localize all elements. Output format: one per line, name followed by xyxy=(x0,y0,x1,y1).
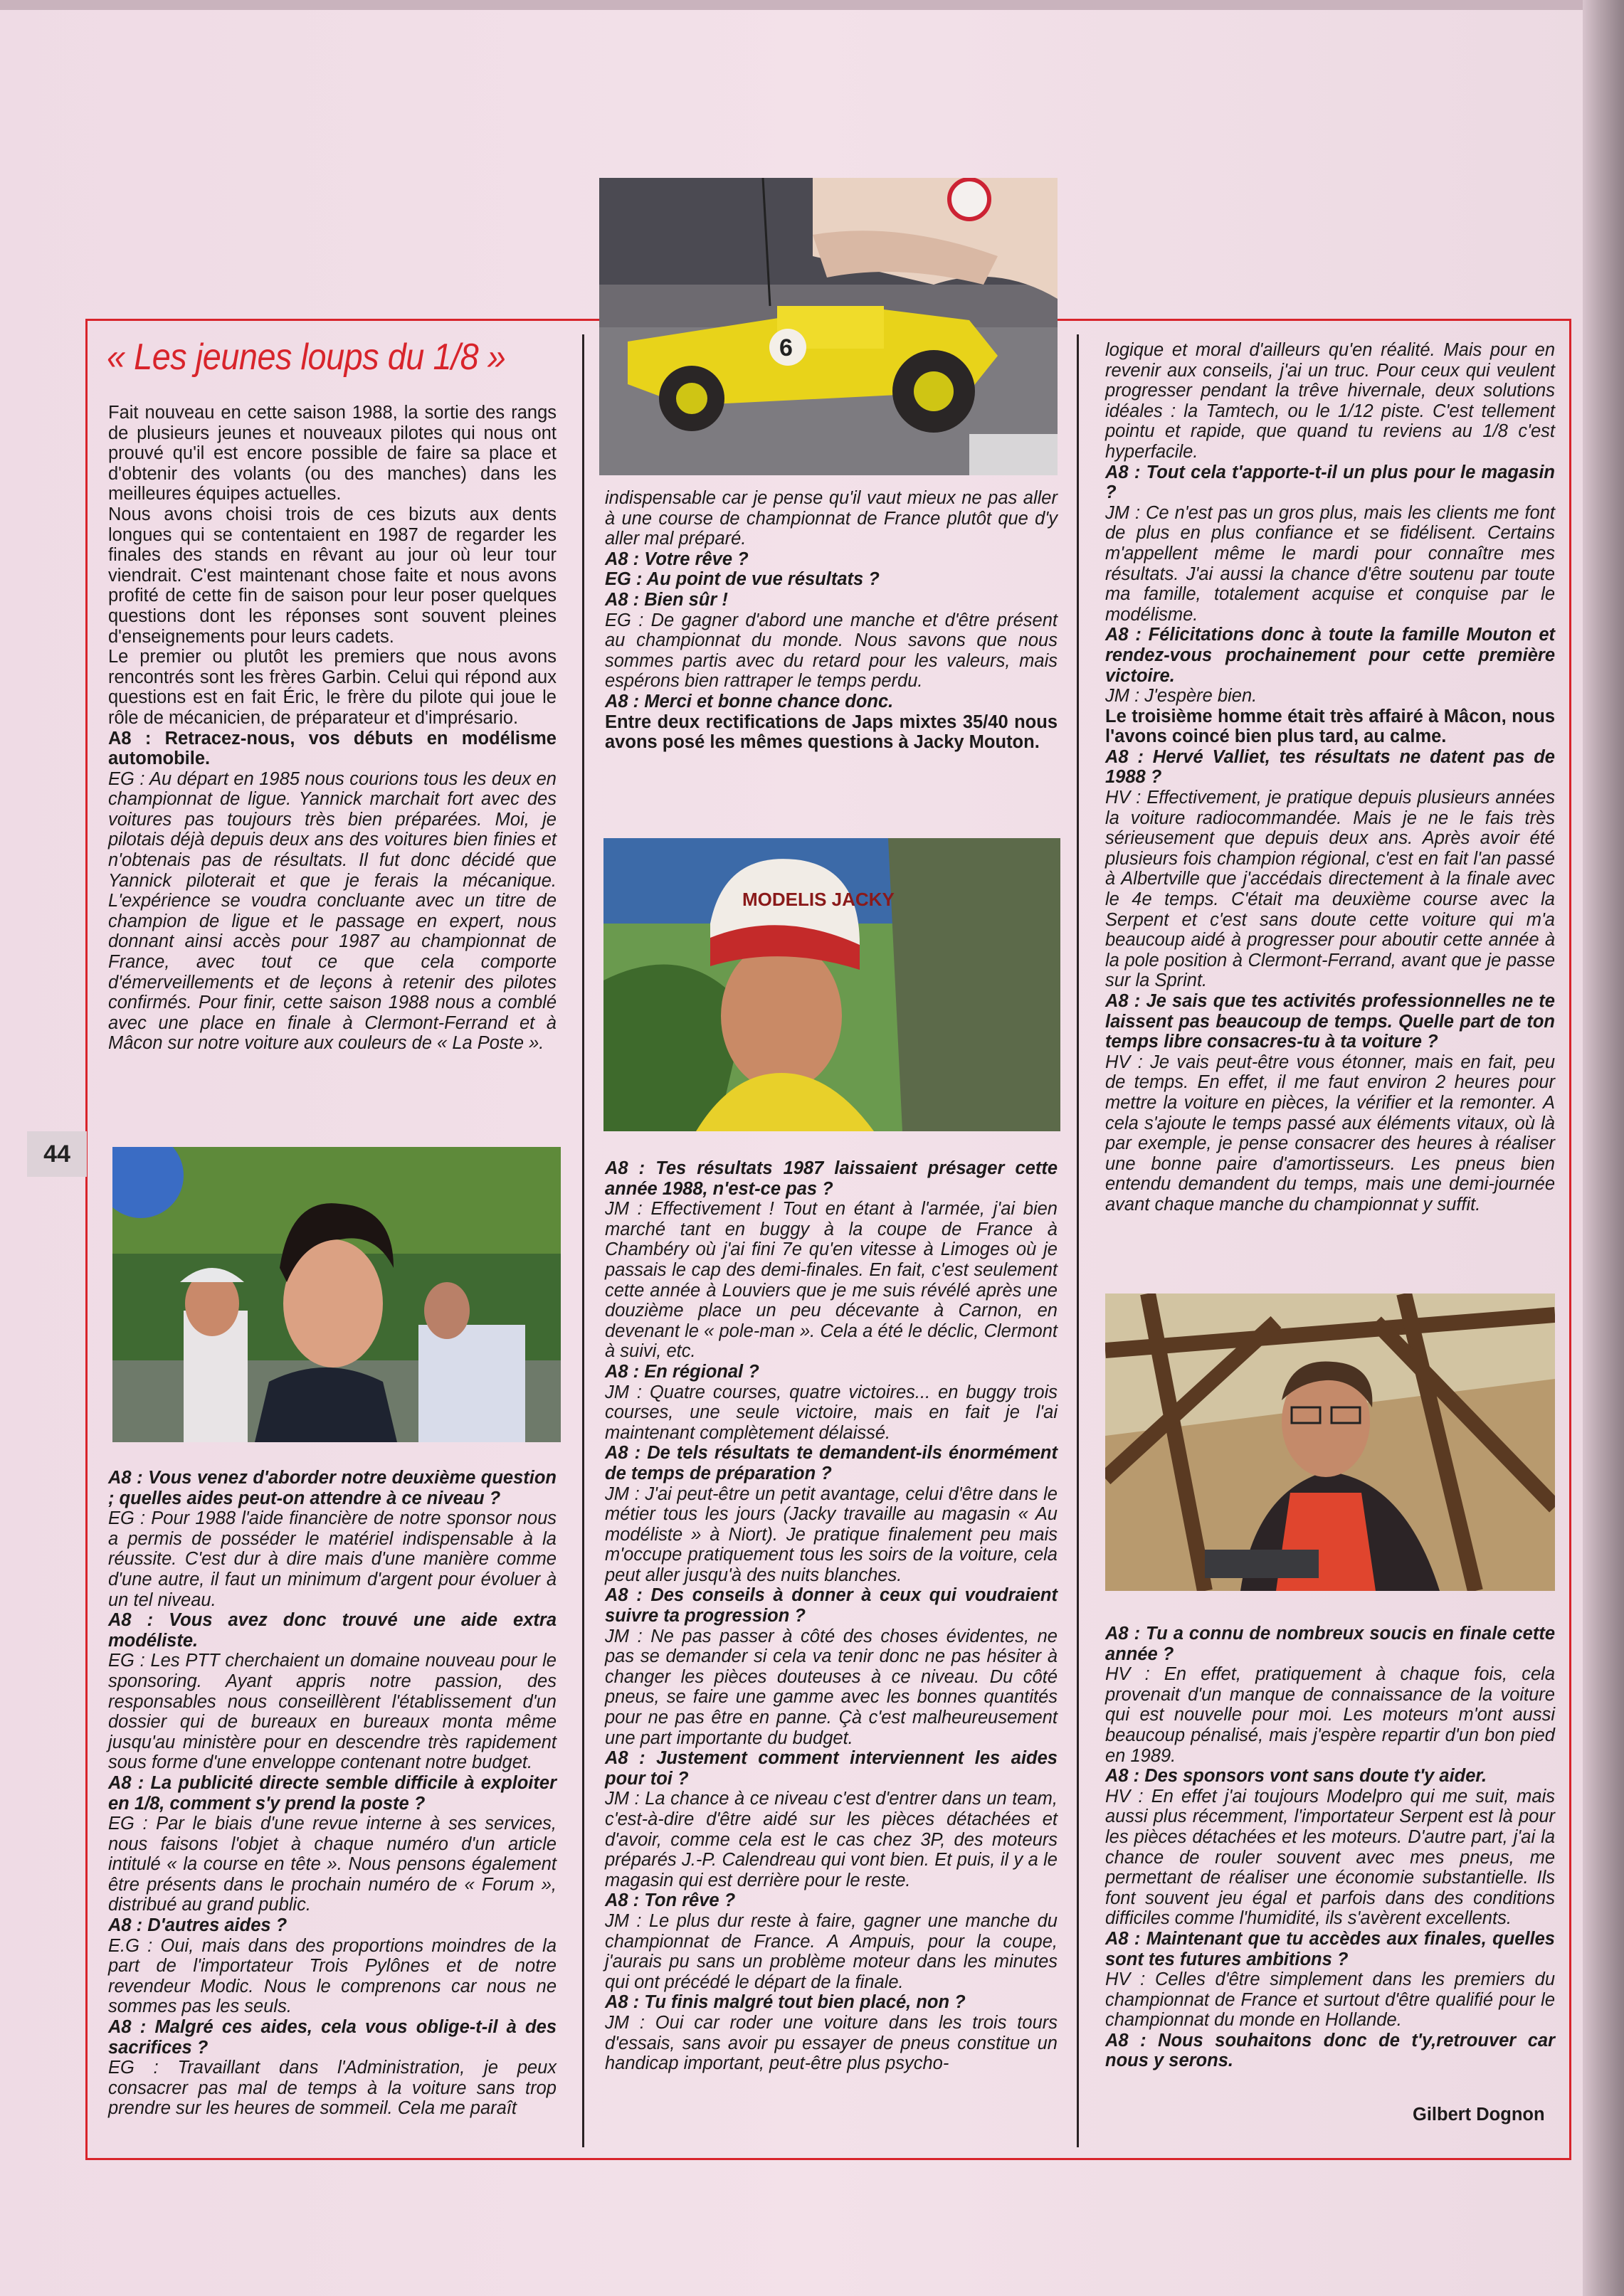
answer: EG : Les PTT cherchaient un domaine nouveau pour le sponsoring. Ayant appris notre passion, des responsables nous conseillèrent l'établissement d'un dossier qui de bureaux en bureaux monta même jusqu'au ministère pour en descendre très rapidement sous forme d'une enveloppe contenant notre budget. xyxy=(108,1651,557,1773)
column-2-lower xyxy=(605,1158,1058,2074)
herve-illustration xyxy=(1105,1294,1555,1591)
answer: JM : Oui car roder une voiture dans les trois tours d'essais, sans avoir pu essayer de pneus constitue un handicap important, peut-être plus psycho- xyxy=(605,2012,1058,2074)
column-rule-1 xyxy=(582,334,584,2147)
answer: HV : Celles d'être simplement dans les premiers du championnat de France et surtout d'être qualifié pour le championnat du monde en Hollande. xyxy=(1105,1969,1555,2031)
answer: JM : Ce n'est pas un gros plus, mais les clients me font de plus en plus confiance et se fidélisent. Certains m'appellent même le mardi pour connaître mes résultats. J'ai aussi la chance d'être soutenu par toute ma famille, totalement acquise et conquise par le modélisme. xyxy=(1105,502,1555,625)
page-number: 44 xyxy=(27,1131,87,1177)
page-top-edge xyxy=(0,0,1624,10)
answer: indispensable car je pense qu'il vaut mieux ne pas aller à une course de championnat de France plutôt que d'y aller mal préparé. xyxy=(605,488,1058,549)
question: A8 : Retracez-nous, vos débuts en modélisme automobile. xyxy=(108,728,557,769)
intro-paragraph-2: Nous avons choisi trois de ces bizuts aux dents longues qui se contentaient en 1987 de regarder les finales des stands en rêvant au jour où leur tour viendrait. C'est maintenant chose faite et nous avons profité de cette fin de saison pour leur poser quelques questions dont les réponses sont souvent pleines d'enseignements pour leurs cadets. xyxy=(108,504,557,647)
answer: HV : En effet, pratiquement à chaque fois, cela provenait d'un manque de connaissance de la voiture qui est nouvelle pour moi. Les moteurs m'ont aussi beaucoup pénalisé, mais j'espère repartir d'un bon pied en 1989. xyxy=(1105,1664,1555,1766)
photo-herve-valliet xyxy=(1105,1294,1555,1591)
answer: JM : La chance à ce niveau c'est d'entrer dans un team, c'est-à-dire d'être aidé sur les pièces détachées et d'avoir, comme cela est le cas chez 3P, des moteurs préparés J.-P. Calendreau qui vont bien. Et puis, il y a le magasin qui est derrière pour le reste. xyxy=(605,1789,1058,1890)
answer: EG : Travaillant dans l'Administration, je peux consacrer pas mal de temps à la voiture sans trop prendre sur les heures de sommeil. Cela me paraît xyxy=(108,2058,557,2119)
question: A8 : D'autres aides ? xyxy=(108,1915,288,1936)
question: EG : Au point de vue résultats ? xyxy=(605,569,880,590)
column-1 xyxy=(108,403,557,1054)
question: A8 : Votre rêve ? xyxy=(605,549,749,569)
svg-text:6: 6 xyxy=(779,334,793,361)
column-3-lower xyxy=(1105,1624,1555,2071)
answer: JM : Le plus dur reste à faire, gagner une manche du championnat de France. A Ampuis, pour la coupe, j'aurais pu sans un problème moteur dans les minutes qui ont précédé le départ de la finale. xyxy=(605,1910,1058,1992)
rc-car-illustration xyxy=(599,178,1058,475)
question: A8 : Bien sûr ! xyxy=(605,589,728,610)
question: A8 : Tes résultats 1987 laissaient présager cette année 1988, n'est-ce pas ? xyxy=(605,1158,1058,1199)
answer: E.G : Oui, mais dans des proportions moindres de la part de l'importateur Trois Pylônes et de notre revendeur Modic. Nous le comprenons car nous ne sommes pas les seuls. xyxy=(108,1935,557,2017)
question: A8 : Tu a connu de nombreux soucis en finale cette année ? xyxy=(1105,1624,1555,1664)
question: A8 : Des sponsors vont sans doute t'y aider. xyxy=(1105,1766,1487,1787)
column-1-lower xyxy=(108,1468,557,2119)
answer: JM : J'ai peut-être un petit avantage, celui d'être dans le métier tous les jours (Jacky travaille au magasin « Au modéliste » à Niort). Je pratique finalement peu mais m'occupe pratiquement tous les soirs de la voiture, cela peut aller jusqu'à des nuits blanches. xyxy=(605,1483,1058,1585)
question: A8 : De tels résultats te demandent-ils énormément de temps de préparation ? xyxy=(605,1443,1058,1483)
answer: EG : Par le biais d'une revue interne à ses services, nous faisons l'objet à chaque numéro d'un article intitulé « la course en tête ». Nous pensons également être présents dans le prochain numéro de « Forum », distribué au grand public. xyxy=(108,1814,557,1915)
transition-text: Le troisième homme était très affairé à Mâcon, nous l'avons coincé bien plus tard, au calme. xyxy=(1105,706,1555,747)
answer: JM : Quatre courses, quatre victoires... en buggy trois courses, une seule victoire, mais en fait je l'ai maintenant complètement délaissé. xyxy=(605,1382,1058,1443)
page-binding-edge xyxy=(1583,0,1624,2296)
answer: EG : Au départ en 1985 nous courions tous les deux en championnat de ligue. Yannick marchait fort avec des voitures pas toujours très bien préparées. Moi, je pilotais déjà depuis deux ans des voitures bien finies et n'obtenais pas de résultats. Il fut donc décidé que Yannick piloterait et que je ferais la mécanique. L'expérience se voudra concluante avec un titre de champion de ligue et le passage en expert, nous donnant ainsi accès pour 1987 au championnat de France, avec tout ce que cela comporte d'émerveillements et de leçons à retenir des pilotes confirmés. Pour finir, cette saison 1988 nous a comblé avec une place en finale à Clermont-Ferrand et à Mâcon sur notre voiture aux couleurs de « La Poste ». xyxy=(108,768,557,1054)
question: A8 : En régional ? xyxy=(605,1361,759,1382)
question: A8 : Des conseils à donner à ceux qui voudraient suivre ta progression ? xyxy=(605,1585,1058,1626)
photo-rc-car xyxy=(599,178,1058,475)
question: A8 : Tu finis malgré tout bien placé, non ? xyxy=(605,1992,966,2013)
question: A8 : La publicité directe semble difficile à exploiter en 1/8, comment s'y prend la poste ? xyxy=(108,1772,557,1814)
answer: EG : De gagner d'abord une manche et d'être présent au championnat du monde. Nous savons que nous sommes partis avec du retard pour les valeurs, mais espérons bien rattraper le temps perdu. xyxy=(605,610,1058,692)
answer: JM : Effectivement ! Tout en étant à l'armée, j'ai bien marché tant en buggy à la coupe de France à Chambéry où j'ai fini 7e qu'en vitesse à Limoges où je passais le cap des demi-finales. En fait, c'est seulement cette année à Louviers que je me suis révélé après une douzième place un peu décevante à Carnon, en devenant le « pole-man ». Cela a été le déclic, Clermont à suivi, etc. xyxy=(605,1199,1058,1362)
photo-garbin xyxy=(112,1147,561,1442)
question: A8 : Vous avez donc trouvé une aide extra modéliste. xyxy=(108,1610,557,1651)
question: A8 : Hervé Valliet, tes résultats ne datent pas de 1988 ? xyxy=(1105,746,1555,788)
question: A8 : Ton rêve ? xyxy=(605,1890,736,1911)
answer: JM : J'espère bien. xyxy=(1105,686,1257,707)
question: A8 : Merci et bonne chance donc. xyxy=(605,691,894,711)
answer: JM : Ne pas passer à côté des choses évidentes, ne pas se demander si cela va tenir donc ne pas hésiter à changer les pièces douteuses à ce niveau. Du côté pneus, se faire une gamme avec les bonnes quantités pour ne pas être en panne. Çà c'est malheureusement une part importante du budget. xyxy=(605,1626,1058,1748)
transition-text: Entre deux rectifications de Japs mixtes 35/40 nous avons posé les mêmes questions à Jacky Mouton. xyxy=(605,711,1058,753)
question: A8 : Nous souhaitons donc de t'y,retrouver car nous y serons. xyxy=(1105,2030,1555,2071)
answer: HV : En effet j'ai toujours Modelpro qui me suit, mais aussi plus récemment, l'importateur Serpent est là pour les pièces détachées et les moteurs. D'autre part, j'ai la chance de rouler souvent avec mes pneus, me permettant de réaliser une économie substantielle. Ils font souvent jeu égal et parfois dans des conditions difficiles comme l'humidité, ils s'avèrent excellents. xyxy=(1105,1786,1555,1929)
column-rule-2 xyxy=(1077,334,1079,2147)
intro-paragraph-3: Le premier ou plutôt les premiers que nous avons rencontrés sont les frères Garbin. Celui qui répond aux questions est en fait Éric, le frère du pilote qui joue le rôle de mécanicien, de préparateur et d'imprésario. xyxy=(108,647,557,728)
question: A8 : Maintenant que tu accèdes aux finales, quelles sont tes futures ambitions ? xyxy=(1105,1928,1555,1969)
column-2 xyxy=(605,488,1058,753)
answer: EG : Pour 1988 l'aide financière de notre sponsor nous a permis de posséder le matériel indispensable à la réussite. C'est dur à dire mais d'une manière comme d'une autre, il faut un minimum d'argent pour évoluer à un tel niveau. xyxy=(108,1508,557,1610)
jacky-illustration xyxy=(603,838,1060,1131)
question: A8 : Félicitations donc à toute la famille Mouton et rendez-vous prochainement pour cette première victoire. xyxy=(1105,625,1555,686)
question: A8 : Vous venez d'aborder notre deuxième question ; quelles aides peut-on attendre à ce niveau ? xyxy=(108,1468,557,1508)
answer: HV : Je vais peut-être vous étonner, mais en fait, peu de temps. En effet, il me faut environ 2 heures pour mettre la voiture en pièces, la vérifier et la remonter. A cela s'ajoute le temps passé aux éléments vitaux, où là par exemple, je pense consacrer des heures à réaliser une bonne paire d'amortisseurs. Les pneus bien entendu demandent du temps, mais une demi-journée avant chaque manche du championnat y suffit. xyxy=(1105,1052,1555,1215)
question: A8 : Malgré ces aides, cela vous oblige-t-il à des sacrifices ? xyxy=(108,2017,557,2058)
question: A8 : Je sais que tes activités professionnelles ne te laissent pas beaucoup de temps. Quelle part de ton temps libre consacres-tu à ta voiture ? xyxy=(1105,991,1555,1052)
garbin-illustration xyxy=(112,1147,561,1442)
intro-paragraph-1: Fait nouveau en cette saison 1988, la sortie des rangs de plusieurs jeunes et nouveaux pilotes qui nous ont prouvé qu'il est encore possible de faire sa place et d'obtenir des volants (ou des manches) dans les meilleures équipes actuelles. xyxy=(108,403,557,504)
author-signature: Gilbert Dognon xyxy=(1413,2105,1545,2125)
cap-logo-text: MODELIS JACKY xyxy=(742,889,895,910)
photo-jacky-mouton xyxy=(603,838,1060,1131)
column-3 xyxy=(1105,340,1555,1215)
question: A8 : Tout cela t'apporte-t-il un plus pour le magasin ? xyxy=(1105,462,1555,503)
answer: HV : Effectivement, je pratique depuis plusieurs années la voiture radiocommandée. Mais je ne le fais très sérieusement que depuis deux ans. Après avoir été plusieurs fois champion régional, c'est en fait l'an passé à Albertville que j'accédais directement à la finale avec le 4e temps. C'était ma deuxième course avec la Serpent et c'est sans doute cette voiture qui m'a beaucoup aidé à progresser pour aboutir cette année à la pole position à Clermont-Ferrand, avant que je passe sur la Sprint. xyxy=(1105,788,1555,991)
article-title: « Les jeunes loups du 1/8 » xyxy=(107,337,506,378)
question: A8 : Justement comment interviennent les aides pour toi ? xyxy=(605,1748,1058,1789)
answer: logique et moral d'ailleurs qu'en réalité. Mais pour en revenir aux conseils, j'ai un truc. Pour ceux qui veulent progresser pendant la trêve hivernale, deux solutions idéales : la Tamtech, ou le 1/12 piste. C'est tellement pointu et rapide, que quand tu reviens au 1/8 c'est hyperfacile. xyxy=(1105,340,1555,462)
